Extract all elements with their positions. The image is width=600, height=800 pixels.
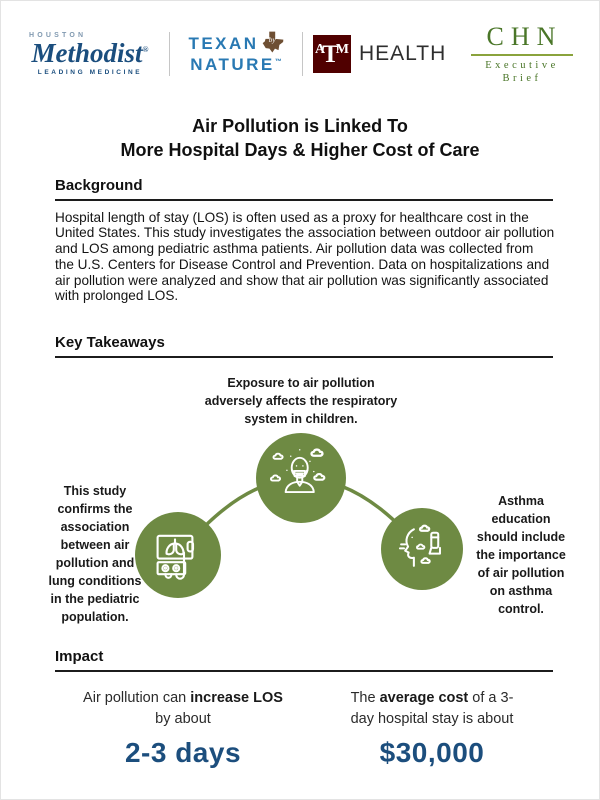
trademark-mark: ™ (274, 58, 282, 66)
takeaway-right-badge (381, 508, 463, 590)
chn-executive-brief-logo (471, 21, 583, 85)
takeaway-center-text: Exposure to air pollution adversely affects the respiratory system in children. (204, 376, 398, 427)
texan-by-nature-logo (180, 35, 292, 73)
chn-rule (471, 54, 573, 56)
background-heading: Background (55, 177, 553, 201)
stat-los-text: Air pollution can increase LOS by about (83, 690, 283, 728)
methodist-wordmark: Methodist® (31, 37, 149, 68)
background-section (55, 177, 553, 305)
key-takeaways-heading: Key Takeaways (55, 334, 553, 358)
tamu-health-logo (313, 35, 446, 73)
methodist-city-label: HOUSTON (29, 31, 87, 39)
impact-section (55, 648, 553, 672)
chn-brief-line2: Brief (502, 73, 542, 84)
title-line-1: Air Pollution is Linked To (192, 116, 408, 136)
tamu-health-label: HEALTH (359, 42, 447, 65)
lung-scanner-icon (148, 525, 208, 585)
chn-brief-line1: Executive (485, 59, 559, 71)
header-logo-bar (1, 1, 599, 85)
registered-mark: ® (142, 44, 149, 54)
stat-cost-value: $30,000 (379, 737, 485, 769)
tbn-by-label: by (268, 35, 276, 44)
takeaway-center-badge (256, 433, 346, 523)
stat-cost-text: The average cost of a 3-day hospital stay is about (350, 690, 514, 728)
tbn-word-nature: NATURE™ (190, 55, 282, 74)
background-body: Hospital length of stay (LOS) is often used as a proxy for healthcare cost in the United States. This study investigates the association between outdoor air pollution and LOS among pediatric asthma patients. Air pollution data was collected from the U.S. Centers for Disease Control and Prevention. Data on hospitalizations and air pollution were analyzed and show that air pollution was significantly associated with prolonged LOS. (55, 209, 555, 304)
chn-acronym: CHN (486, 21, 563, 51)
takeaway-right-text: Asthma education should include the importance of air pollution on asthma control. (476, 494, 566, 617)
logo-divider (169, 32, 170, 76)
logo-divider (302, 32, 303, 76)
methodist-tagline: LEADING MEDICINE (37, 68, 143, 76)
impact-stats (1, 688, 599, 769)
stat-cost (341, 688, 523, 769)
masked-person-icon (269, 446, 333, 510)
key-takeaways-diagram (1, 370, 599, 640)
tbn-word-texan: TEXAN (188, 34, 259, 53)
title-line-2: More Hospital Days & Higher Cost of Care (120, 140, 480, 161)
stat-los-value: 2-3 days (124, 737, 242, 769)
takeaway-left-badge (135, 512, 221, 598)
page-title (1, 114, 599, 163)
stat-los-increase (77, 688, 289, 769)
texas-state-icon (262, 31, 284, 53)
houston-methodist-logo (21, 32, 159, 77)
key-takeaways-section (55, 334, 553, 358)
tamu-atm-icon: A T M (313, 35, 351, 73)
impact-heading: Impact (55, 648, 553, 672)
takeaway-left-text: This study confirms the association between air pollution and lung conditions in the pediatric population. (48, 484, 142, 625)
asthma-inhaler-icon (393, 520, 451, 578)
